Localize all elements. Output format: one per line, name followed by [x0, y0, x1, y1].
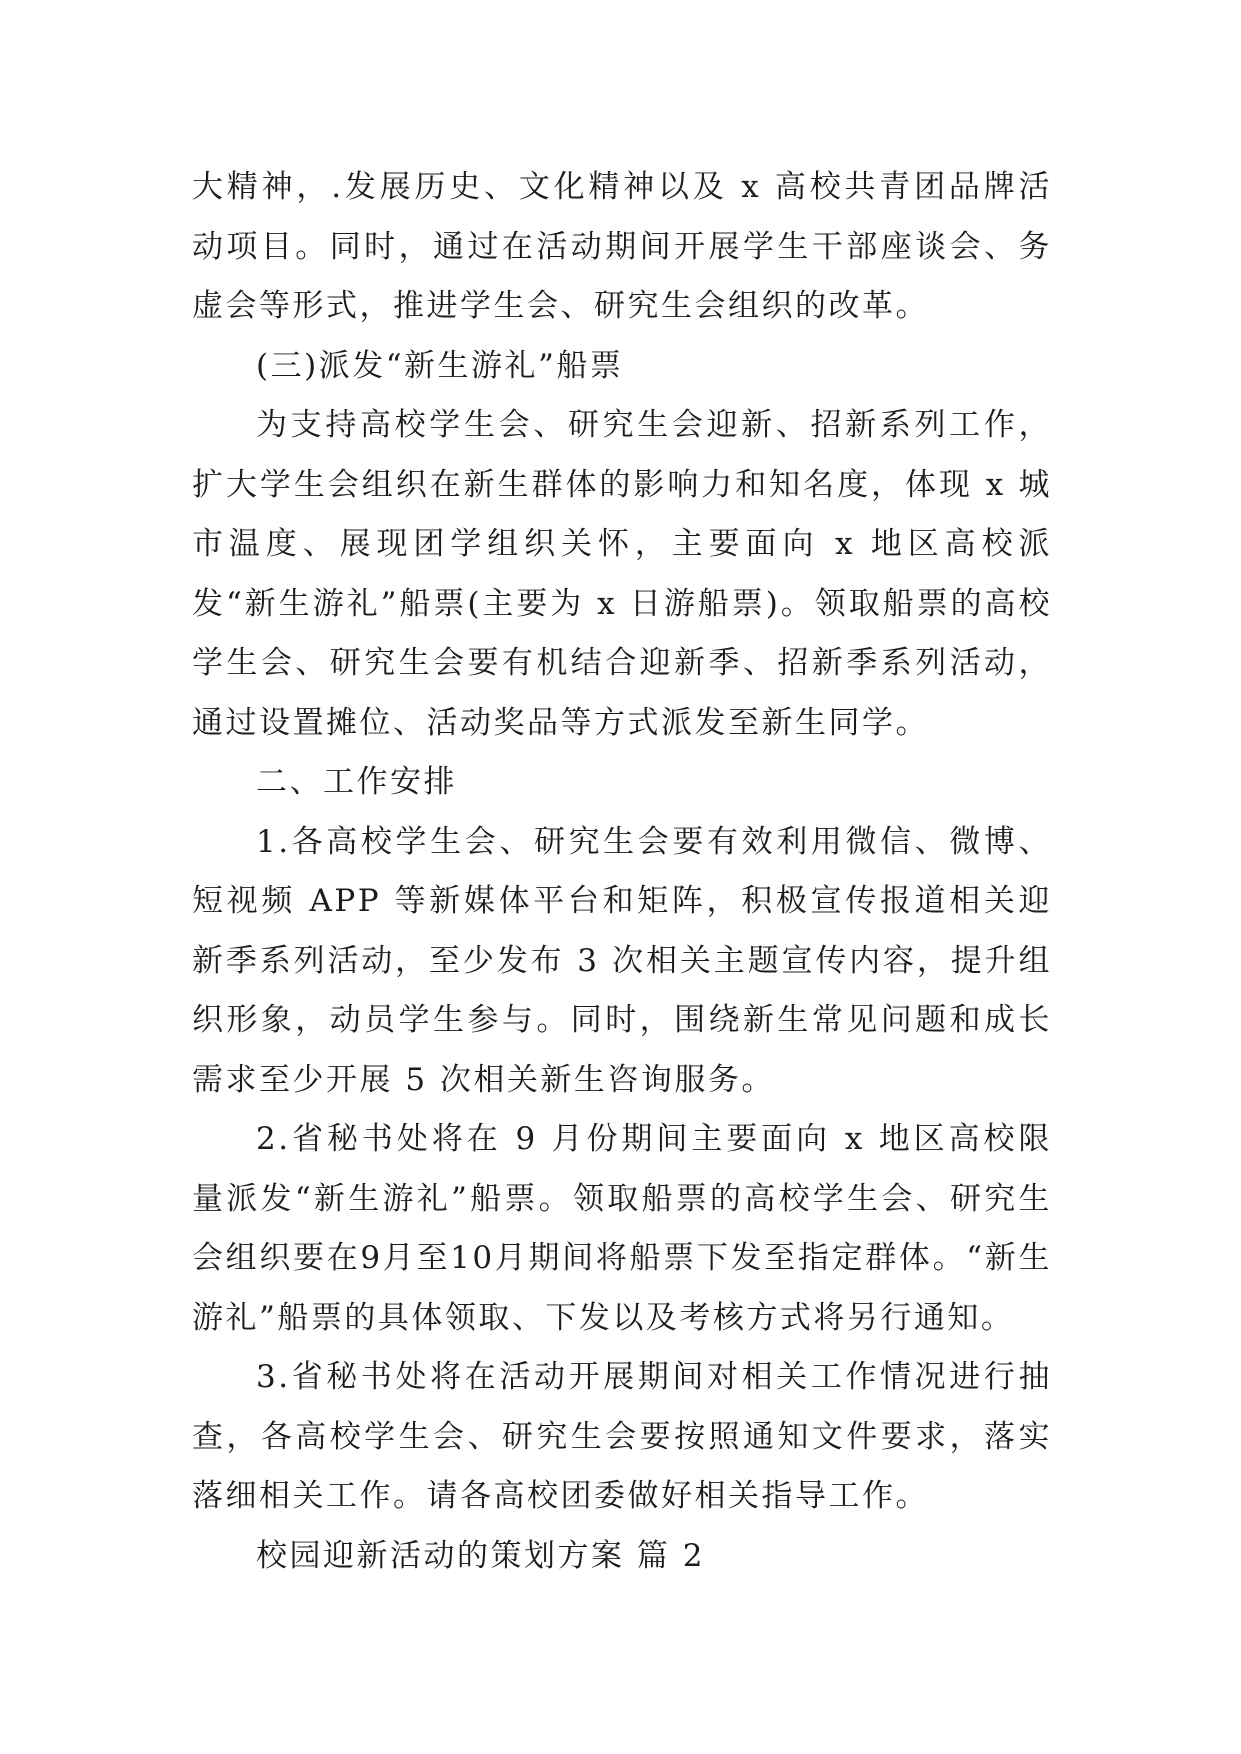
section-heading-work-arrangement: 二、工作安排 — [256, 764, 457, 800]
section-heading-distribute-tickets: (三)派发“新生游礼”船票 — [256, 347, 624, 384]
paragraph-continuation: 大精神，.发展历史、文化精神以及 x 高校共青团品牌活动项目。同时，通过在活动期间开展学生干部座谈会、务虚会等形式，推进学生会、研究生会组织的改革。 — [192, 169, 1052, 324]
list-item-1: 1.各高校学生会、研究生会要有效利用微信、微博、短视频 APP 等新媒体平台和矩阵，积极宣传报道相关迎新季系列活动，至少发布 3 次相关主题宣传内容，提升组织形象，动员学生参与。同时，围绕新生常见问题和成长需求至少开展 5 次相关新生咨询服务。 — [192, 823, 1052, 1098]
document-body — [192, 158, 1052, 1586]
paragraph-ticket-distribution: 为支持高校学生会、研究生会迎新、招新系列工作，扩大学生会组织在新生群体的影响力和知名度，体现 x 城市温度、展现团学组织关怀，主要面向 x 地区高校派发“新生游礼”船票(主要为 x 日游船票)。领取船票的高校学生会、研究生会要有机结合迎新季、招新季系列活动，通过设置摊位、活动奖品等方式派发至新生同学。 — [192, 407, 1052, 741]
list-item-2: 2.省秘书处将在 9 月份期间主要面向 x 地区高校限量派发“新生游礼”船票。领取船票的高校学生会、研究生会组织要在9月至10月期间将船票下发至指定群体。“新生游礼”船票的具体领取、下发以及考核方式将另行通知。 — [192, 1121, 1052, 1336]
section-title-plan-2: 校园迎新活动的策划方案 篇 2 — [256, 1537, 705, 1574]
list-item-3: 3.省秘书处将在活动开展期间对相关工作情况进行抽查，各高校学生会、研究生会要按照通知文件要求，落实落细相关工作。请各高校团委做好相关指导工作。 — [192, 1359, 1052, 1514]
